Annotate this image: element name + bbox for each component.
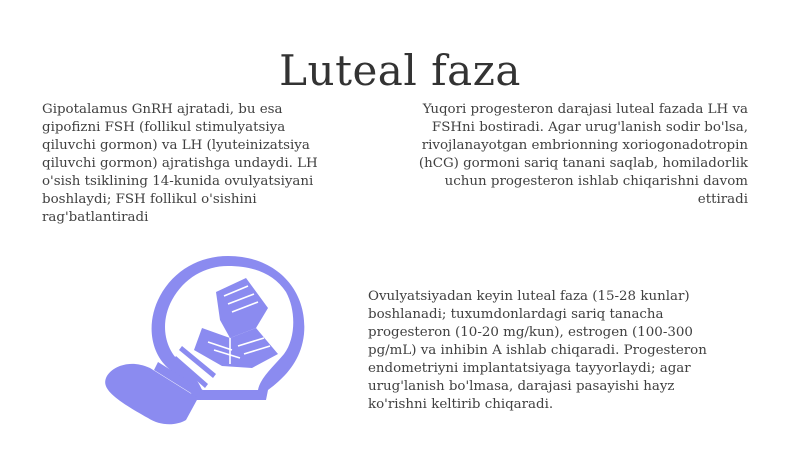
- paragraph-bottom: Ovulyatsiyadan keyin luteal faza (15-28 kunlar) boshlanadi; tuxumdonlardagi sariq tanacha progesteron (10-20 mg/kun), estrogen (100-300 pg/mL) va inhibin A ishlab chiqaradi. Progesteron endometriyni implantatsiyaga tayyorlaydi; agar urug'lanish bo'lmasa, darajasi pasayishi hayz ko'rishni keltirib chiqaradi.: [368, 289, 707, 412]
- lightbulb-book-icon: [98, 250, 308, 430]
- paragraph-left: Gipotalamus GnRH ajratadi, bu esa gipofizni FSH (follikul stimulyatsiya qiluvchi gormon) va LH (lyuteinizatsiya qiluvchi gormon) ajratishga undaydi. LH o'sish tsiklining 14-kunida ovulyatsiyani boshlaydi; FSH follikul o'sishini rag'batlantiradi: [42, 102, 318, 225]
- paragraph-right: Yuqori progesteron darajasi luteal fazada LH va FSHni bostiradi. Agar urug'lanish sodir bo'lsa, rivojlanayotgan embrionning xoriogonadotropin (hCG) gormoni sariq tanani saqlab, homiladorlik uchun progesteron ishlab chiqarishni davom ettiradi: [418, 102, 748, 207]
- slide-title: Luteal faza: [279, 46, 521, 96]
